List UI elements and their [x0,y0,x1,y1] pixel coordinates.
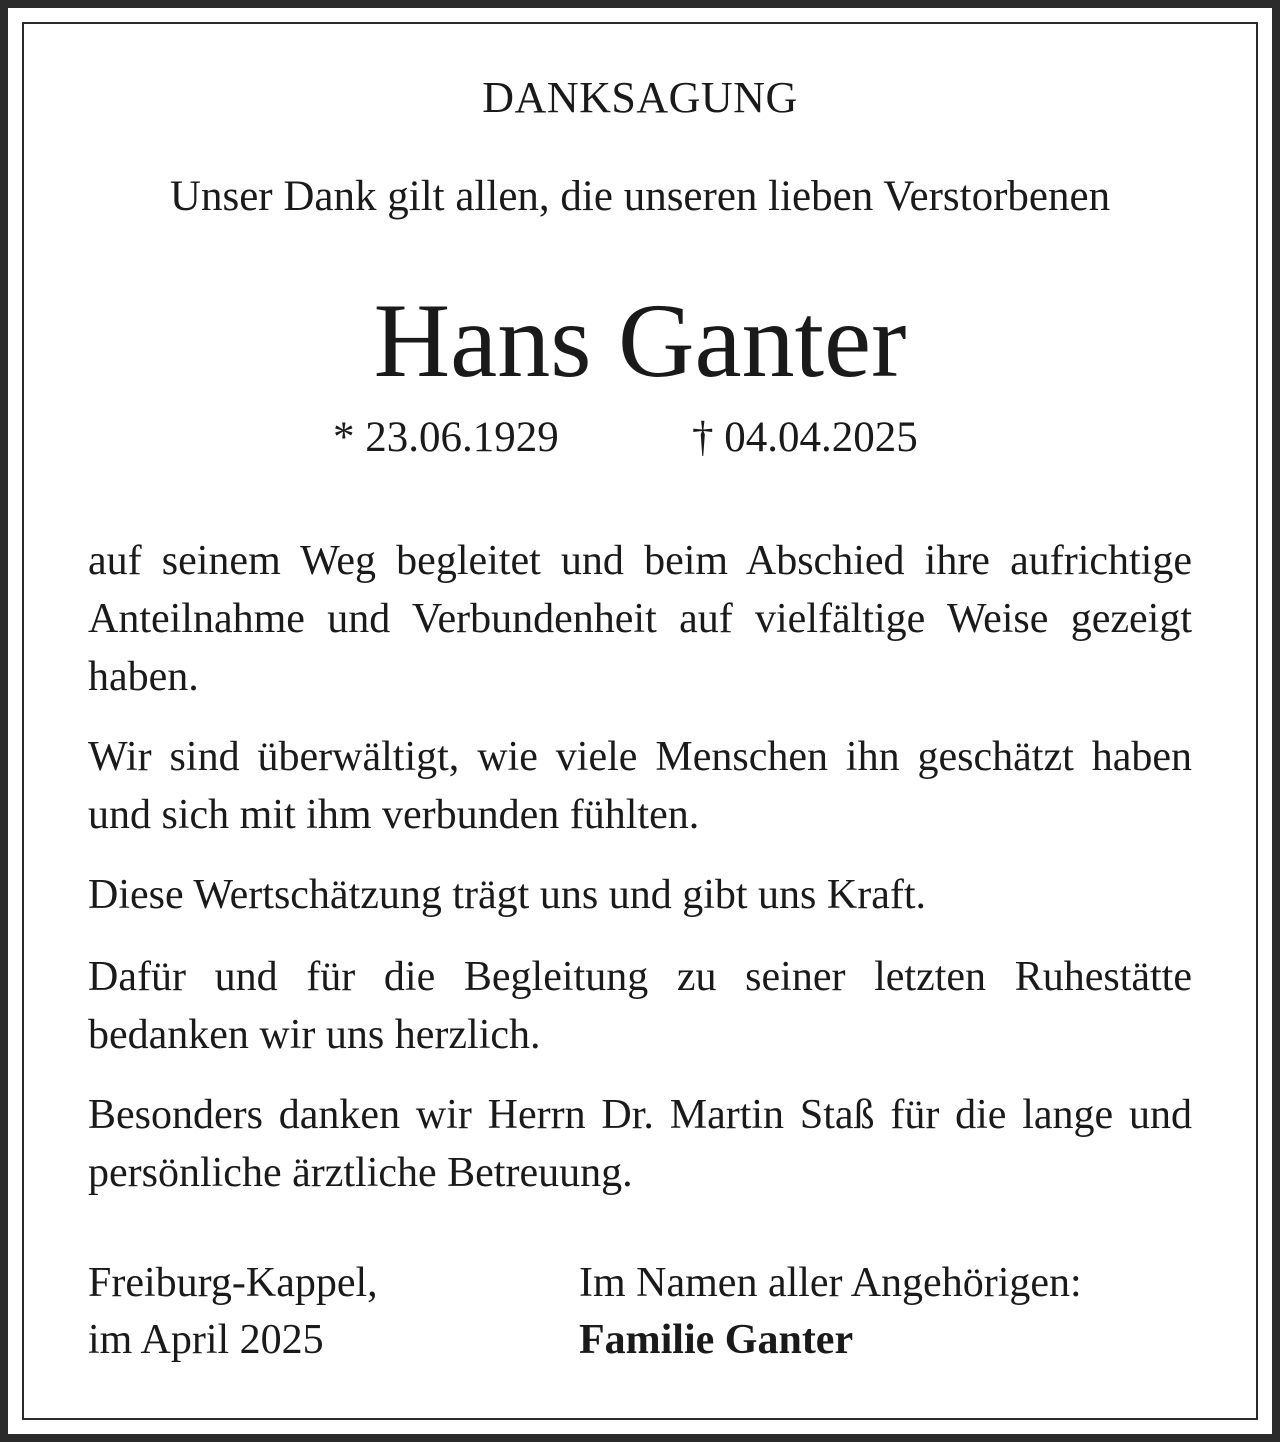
death-date: † 04.04.2025 [692,414,918,461]
paragraph-accompaniment: Dafür und für die Begleitung zu seiner letzten Ruhestätte bedanken wir uns herzlich. [88,954,1192,1058]
signature-block [579,1255,1082,1369]
notice-heading: DANKSAGUNG [482,73,798,122]
paragraph-appreciation: Diese Wertschätzung trägt uns und gibt uns Kraft. [88,872,926,918]
intro-line: Unser Dank gilt allen, die unseren lieben Verstorbenen [169,173,1111,220]
on-behalf-line: Im Namen aller Angehörigen: [579,1260,1082,1306]
paragraph-overwhelmed: Wir sind überwältigt, wie viele Menschen ihn geschätzt haben und sich mit ihm verbunden fühlten. [88,734,1192,838]
paragraph-doctor: Besonders danken wir Herrn Dr. Martin Staß für die lange und persönliche ärztliche Betreuung. [88,1092,1192,1196]
date: im April 2025 [88,1317,324,1363]
family-signature: Familie Ganter [579,1317,854,1363]
birth-date: * 23.06.1929 [333,414,559,461]
paragraph-thanks: auf seinem Weg begleitet und beim Abschied ihre aufrichtige Anteilnahme und Verbundenheit auf vielfältige Weise gezeigt haben. [88,538,1192,700]
place-and-date [88,1255,378,1369]
place: Freiburg-Kappel, [88,1260,378,1306]
deceased-name: Hans Ganter [373,282,907,399]
inner-border [22,22,1258,1420]
